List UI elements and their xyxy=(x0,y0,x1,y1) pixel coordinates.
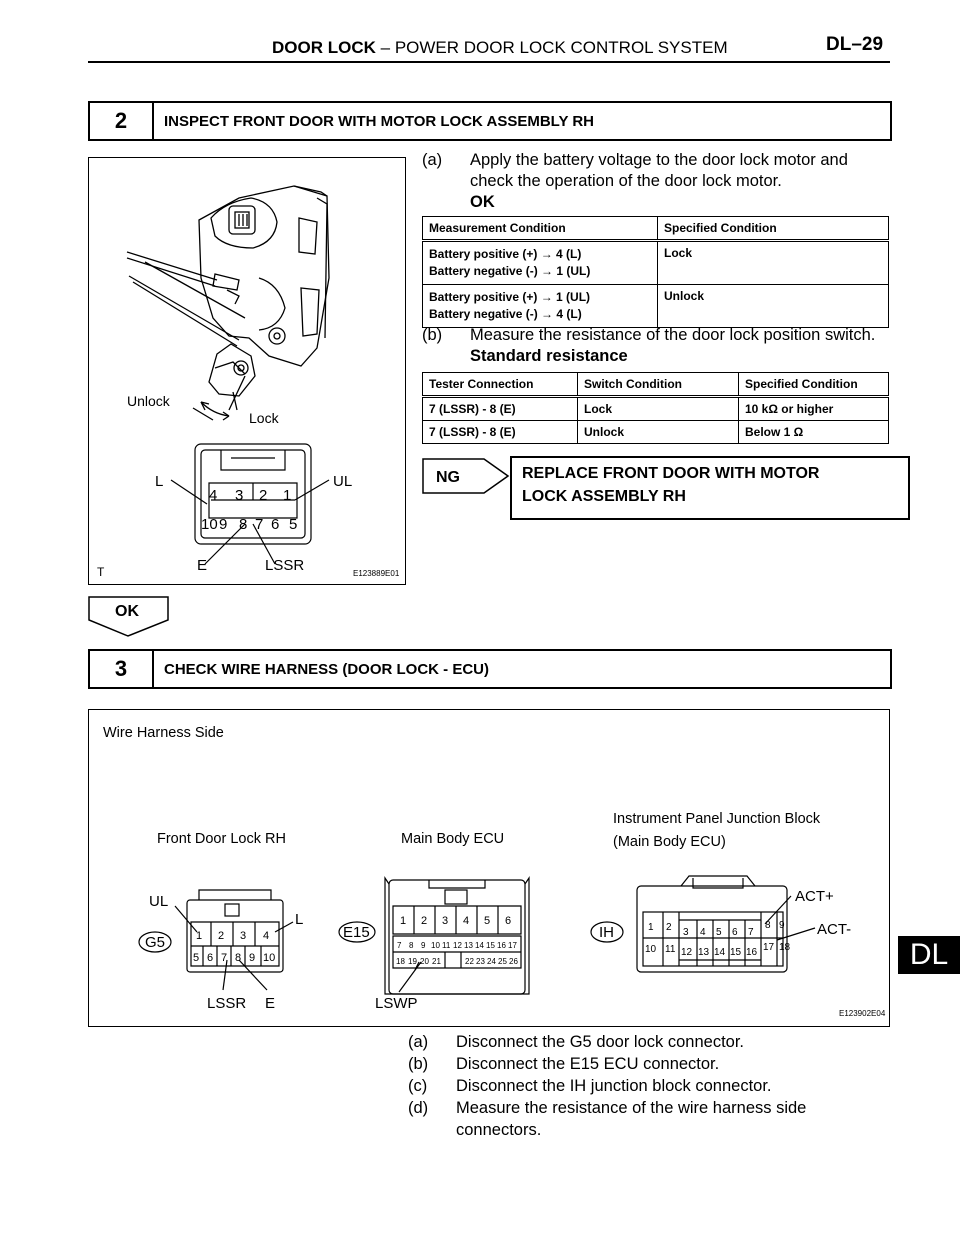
pin-label: 18 xyxy=(396,957,405,966)
pin-label: 2 xyxy=(218,930,225,942)
step-3-item xyxy=(408,1031,888,1053)
label-G5: G5 xyxy=(145,934,166,951)
pin-label: 9 xyxy=(219,516,228,533)
pin-label: 9 xyxy=(779,920,785,931)
pin-label: 10 xyxy=(263,952,276,964)
table2-cell: 7 (LSSR) - 8 (E) xyxy=(423,397,578,421)
table2-cell: Below 1 Ω xyxy=(739,421,889,444)
step-2-header xyxy=(88,101,892,141)
pin-label: 11 xyxy=(442,941,451,950)
header-dash: – xyxy=(380,38,391,57)
table2-cell: Lock xyxy=(578,397,739,421)
pin-label: 4 xyxy=(700,927,706,938)
label-E-g5: E xyxy=(265,995,276,1012)
door-lock-connector-drawing xyxy=(171,444,329,564)
step-2b-text: Measure the resistance of the door lock position switch. xyxy=(470,326,876,344)
pin-label: 3 xyxy=(442,915,449,927)
resistance-table xyxy=(422,372,889,444)
pin-label: 3 xyxy=(683,927,689,938)
pin-label: 12 xyxy=(453,941,462,950)
section-tab[interactable]: DL xyxy=(898,936,960,974)
pin-label: 7 xyxy=(397,941,402,950)
label-unlock: Unlock xyxy=(127,393,170,409)
pin-label: 10 xyxy=(645,944,657,955)
g5-pins xyxy=(193,930,275,964)
pin-label: 2 xyxy=(421,915,428,927)
step-3-item xyxy=(408,1075,888,1097)
pin-label: 6 xyxy=(732,927,738,938)
table2-header: Specified Condition xyxy=(739,373,889,397)
wire-harness-figure xyxy=(88,709,890,1027)
door-lock-connector-pins xyxy=(201,487,297,533)
label-LSWP: LSWP xyxy=(375,995,418,1012)
pin-label: 8 xyxy=(765,920,771,931)
pin-label: 20 xyxy=(420,957,429,966)
step-2a-text1: Apply the battery voltage to the door lock motor and xyxy=(470,151,848,169)
door-lock-assembly-illustration xyxy=(127,186,329,420)
step-3-item-text: Disconnect the E15 ECU connector. xyxy=(456,1055,720,1073)
table2-header: Tester Connection xyxy=(423,373,578,397)
pin-label: 24 xyxy=(487,957,496,966)
step-3-item-label: (c) xyxy=(408,1077,428,1095)
pin-label: 18 xyxy=(779,942,791,953)
step-2-number: 2 xyxy=(90,103,154,139)
table2-row xyxy=(423,397,889,421)
pin-label: 1 xyxy=(196,930,203,942)
step-3-item-text: Disconnect the IH junction block connector. xyxy=(456,1077,772,1095)
pin-label: 7 xyxy=(748,927,754,938)
table2-cell: Unlock xyxy=(578,421,739,444)
step-3-item-label: (d) xyxy=(408,1099,429,1117)
figure-id: E123889E01 xyxy=(353,569,400,578)
pin-label: 14 xyxy=(714,947,726,958)
label-T: T xyxy=(97,565,105,579)
pin-label: 4 xyxy=(463,915,470,927)
label-E: E xyxy=(197,557,208,574)
pin-label: 16 xyxy=(746,947,758,958)
e15-small-pins xyxy=(396,941,518,966)
table1-cell: Unlock xyxy=(658,285,889,328)
table1-header: Specified Condition xyxy=(658,217,889,241)
table2-cell: 10 kΩ or higher xyxy=(739,397,889,421)
pin-label: 5 xyxy=(716,927,722,938)
pin-label: 25 xyxy=(498,957,507,966)
pin-label: 3 xyxy=(240,930,247,942)
door-lock-drawing xyxy=(89,158,405,584)
ih-pins xyxy=(645,920,791,958)
step-2a-text2: check the operation of the door lock motor. xyxy=(470,172,782,190)
step-2b-result: Standard resistance xyxy=(470,347,628,365)
pin-label: 21 xyxy=(432,957,441,966)
table1-cell: Battery negative (-) → 4 (L) xyxy=(429,307,582,321)
ng-action-box xyxy=(510,456,910,520)
pin-label: 17 xyxy=(508,941,517,950)
pin-label: 23 xyxy=(476,957,485,966)
pin-label: 6 xyxy=(207,952,214,964)
step-3-title: CHECK WIRE HARNESS (DOOR LOCK - ECU) xyxy=(164,660,489,678)
pin-label: 11 xyxy=(665,944,676,955)
pin-label: 4 xyxy=(209,487,218,504)
label-ACT-minus: ACT- xyxy=(817,921,852,938)
pin-label: 15 xyxy=(730,947,742,958)
table2-header: Switch Condition xyxy=(578,373,739,397)
step-3-number: 3 xyxy=(90,651,154,687)
label-ACT-plus: ACT+ xyxy=(795,888,834,905)
step-3-item-text: Disconnect the G5 door lock connector. xyxy=(456,1033,744,1051)
pin-label: 10 xyxy=(201,516,218,533)
pin-label: 8 xyxy=(235,952,242,964)
header-title xyxy=(272,38,728,58)
label-LSSR: LSSR xyxy=(265,557,305,574)
ng-action-line2: LOCK ASSEMBLY RH xyxy=(522,488,686,505)
step-2b xyxy=(422,325,892,367)
header-section: DOOR LOCK xyxy=(272,38,376,57)
label-E15: E15 xyxy=(343,924,370,941)
step-2a xyxy=(422,150,892,213)
pin-label: 13 xyxy=(464,941,473,950)
pin-label: 2 xyxy=(259,487,268,504)
table1-row xyxy=(423,285,889,328)
pin-label: 1 xyxy=(400,915,407,927)
pin-label: 22 xyxy=(465,957,474,966)
step-3-header xyxy=(88,649,892,689)
ng-arrow xyxy=(422,458,512,494)
step-3-item-text: Measure the resistance of the wire harness side xyxy=(456,1099,807,1117)
label-main-body-ecu: Main Body ECU xyxy=(401,831,505,847)
header-rule xyxy=(88,61,890,63)
label-UL: UL xyxy=(333,473,353,490)
pin-label: 2 xyxy=(666,922,672,933)
ok-arrow xyxy=(88,596,170,638)
pin-label: 4 xyxy=(263,930,270,942)
ng-action-line1: REPLACE FRONT DOOR WITH MOTOR xyxy=(522,465,820,482)
table1-cell: Battery positive (+) → 4 (L) xyxy=(429,247,582,261)
step-2-title: INSPECT FRONT DOOR WITH MOTOR LOCK ASSEMBLY RH xyxy=(164,112,595,130)
ng-label: NG xyxy=(436,469,460,486)
pin-label: 12 xyxy=(681,947,693,958)
pin-label: 8 xyxy=(239,516,248,533)
table1-row xyxy=(423,241,889,285)
pin-label: 26 xyxy=(509,957,518,966)
pin-label: 9 xyxy=(249,952,256,964)
wire-harness-drawing xyxy=(89,710,889,1026)
label-UL-g5: UL xyxy=(149,893,169,910)
step-3-item-label: (b) xyxy=(408,1055,429,1073)
pin-label: 13 xyxy=(698,947,710,958)
figure-id: E123902E04 xyxy=(839,1009,886,1018)
table1-cell: Battery positive (+) → 1 (UL) xyxy=(429,290,591,304)
table1-header: Measurement Condition xyxy=(423,217,658,241)
pin-label: 7 xyxy=(255,516,264,533)
pin-label: 14 xyxy=(475,941,484,950)
label-IH: IH xyxy=(599,924,614,941)
label-L-g5: L xyxy=(295,911,304,928)
table2-row xyxy=(423,421,889,444)
table2-cell: 7 (LSSR) - 8 (E) xyxy=(423,421,578,444)
step-2a-label: (a) xyxy=(422,151,443,169)
pin-label: 19 xyxy=(408,957,417,966)
pin-label: 6 xyxy=(271,516,280,533)
label-ipjb-line2: (Main Body ECU) xyxy=(613,834,726,850)
pin-label: 8 xyxy=(409,941,414,950)
pin-label: 5 xyxy=(484,915,491,927)
pin-label: 16 xyxy=(497,941,506,950)
step-3-item xyxy=(408,1097,888,1119)
pin-label: 3 xyxy=(235,487,244,504)
pin-label: 10 xyxy=(431,941,440,950)
step-2b-label: (b) xyxy=(422,326,443,344)
step-3-item-continuation: connectors. xyxy=(456,1121,542,1139)
label-lock: Lock xyxy=(249,410,279,426)
label-front-door: Front Door Lock RH xyxy=(157,831,286,847)
page-number: DL–29 xyxy=(826,34,884,55)
step-3-item xyxy=(408,1053,888,1075)
table1-cell: Battery negative (-) → 1 (UL) xyxy=(429,264,591,278)
table1-cell: Lock xyxy=(658,241,889,285)
label-L: L xyxy=(155,473,164,490)
ok-label: OK xyxy=(115,603,139,620)
header-subtitle: POWER DOOR LOCK CONTROL SYSTEM xyxy=(394,38,728,57)
pin-label: 1 xyxy=(648,922,654,933)
pin-label: 5 xyxy=(289,516,298,533)
pin-label: 7 xyxy=(221,952,228,964)
pin-label: 9 xyxy=(421,941,426,950)
pin-label: 6 xyxy=(505,915,512,927)
fig-title: Wire Harness Side xyxy=(103,725,224,741)
label-LSSR-g5: LSSR xyxy=(207,995,247,1012)
label-ipjb-line1: Instrument Panel Junction Block xyxy=(613,811,821,827)
pin-label: 17 xyxy=(763,942,775,953)
pin-label: 15 xyxy=(486,941,495,950)
step-2a-result: OK xyxy=(470,193,495,211)
pin-label: 1 xyxy=(283,487,292,504)
step-3-item-label: (a) xyxy=(408,1033,429,1051)
step-3-instructions xyxy=(408,1031,888,1141)
door-lock-figure xyxy=(88,157,406,585)
motor-operation-table xyxy=(422,216,889,328)
pin-label: 5 xyxy=(193,952,200,964)
